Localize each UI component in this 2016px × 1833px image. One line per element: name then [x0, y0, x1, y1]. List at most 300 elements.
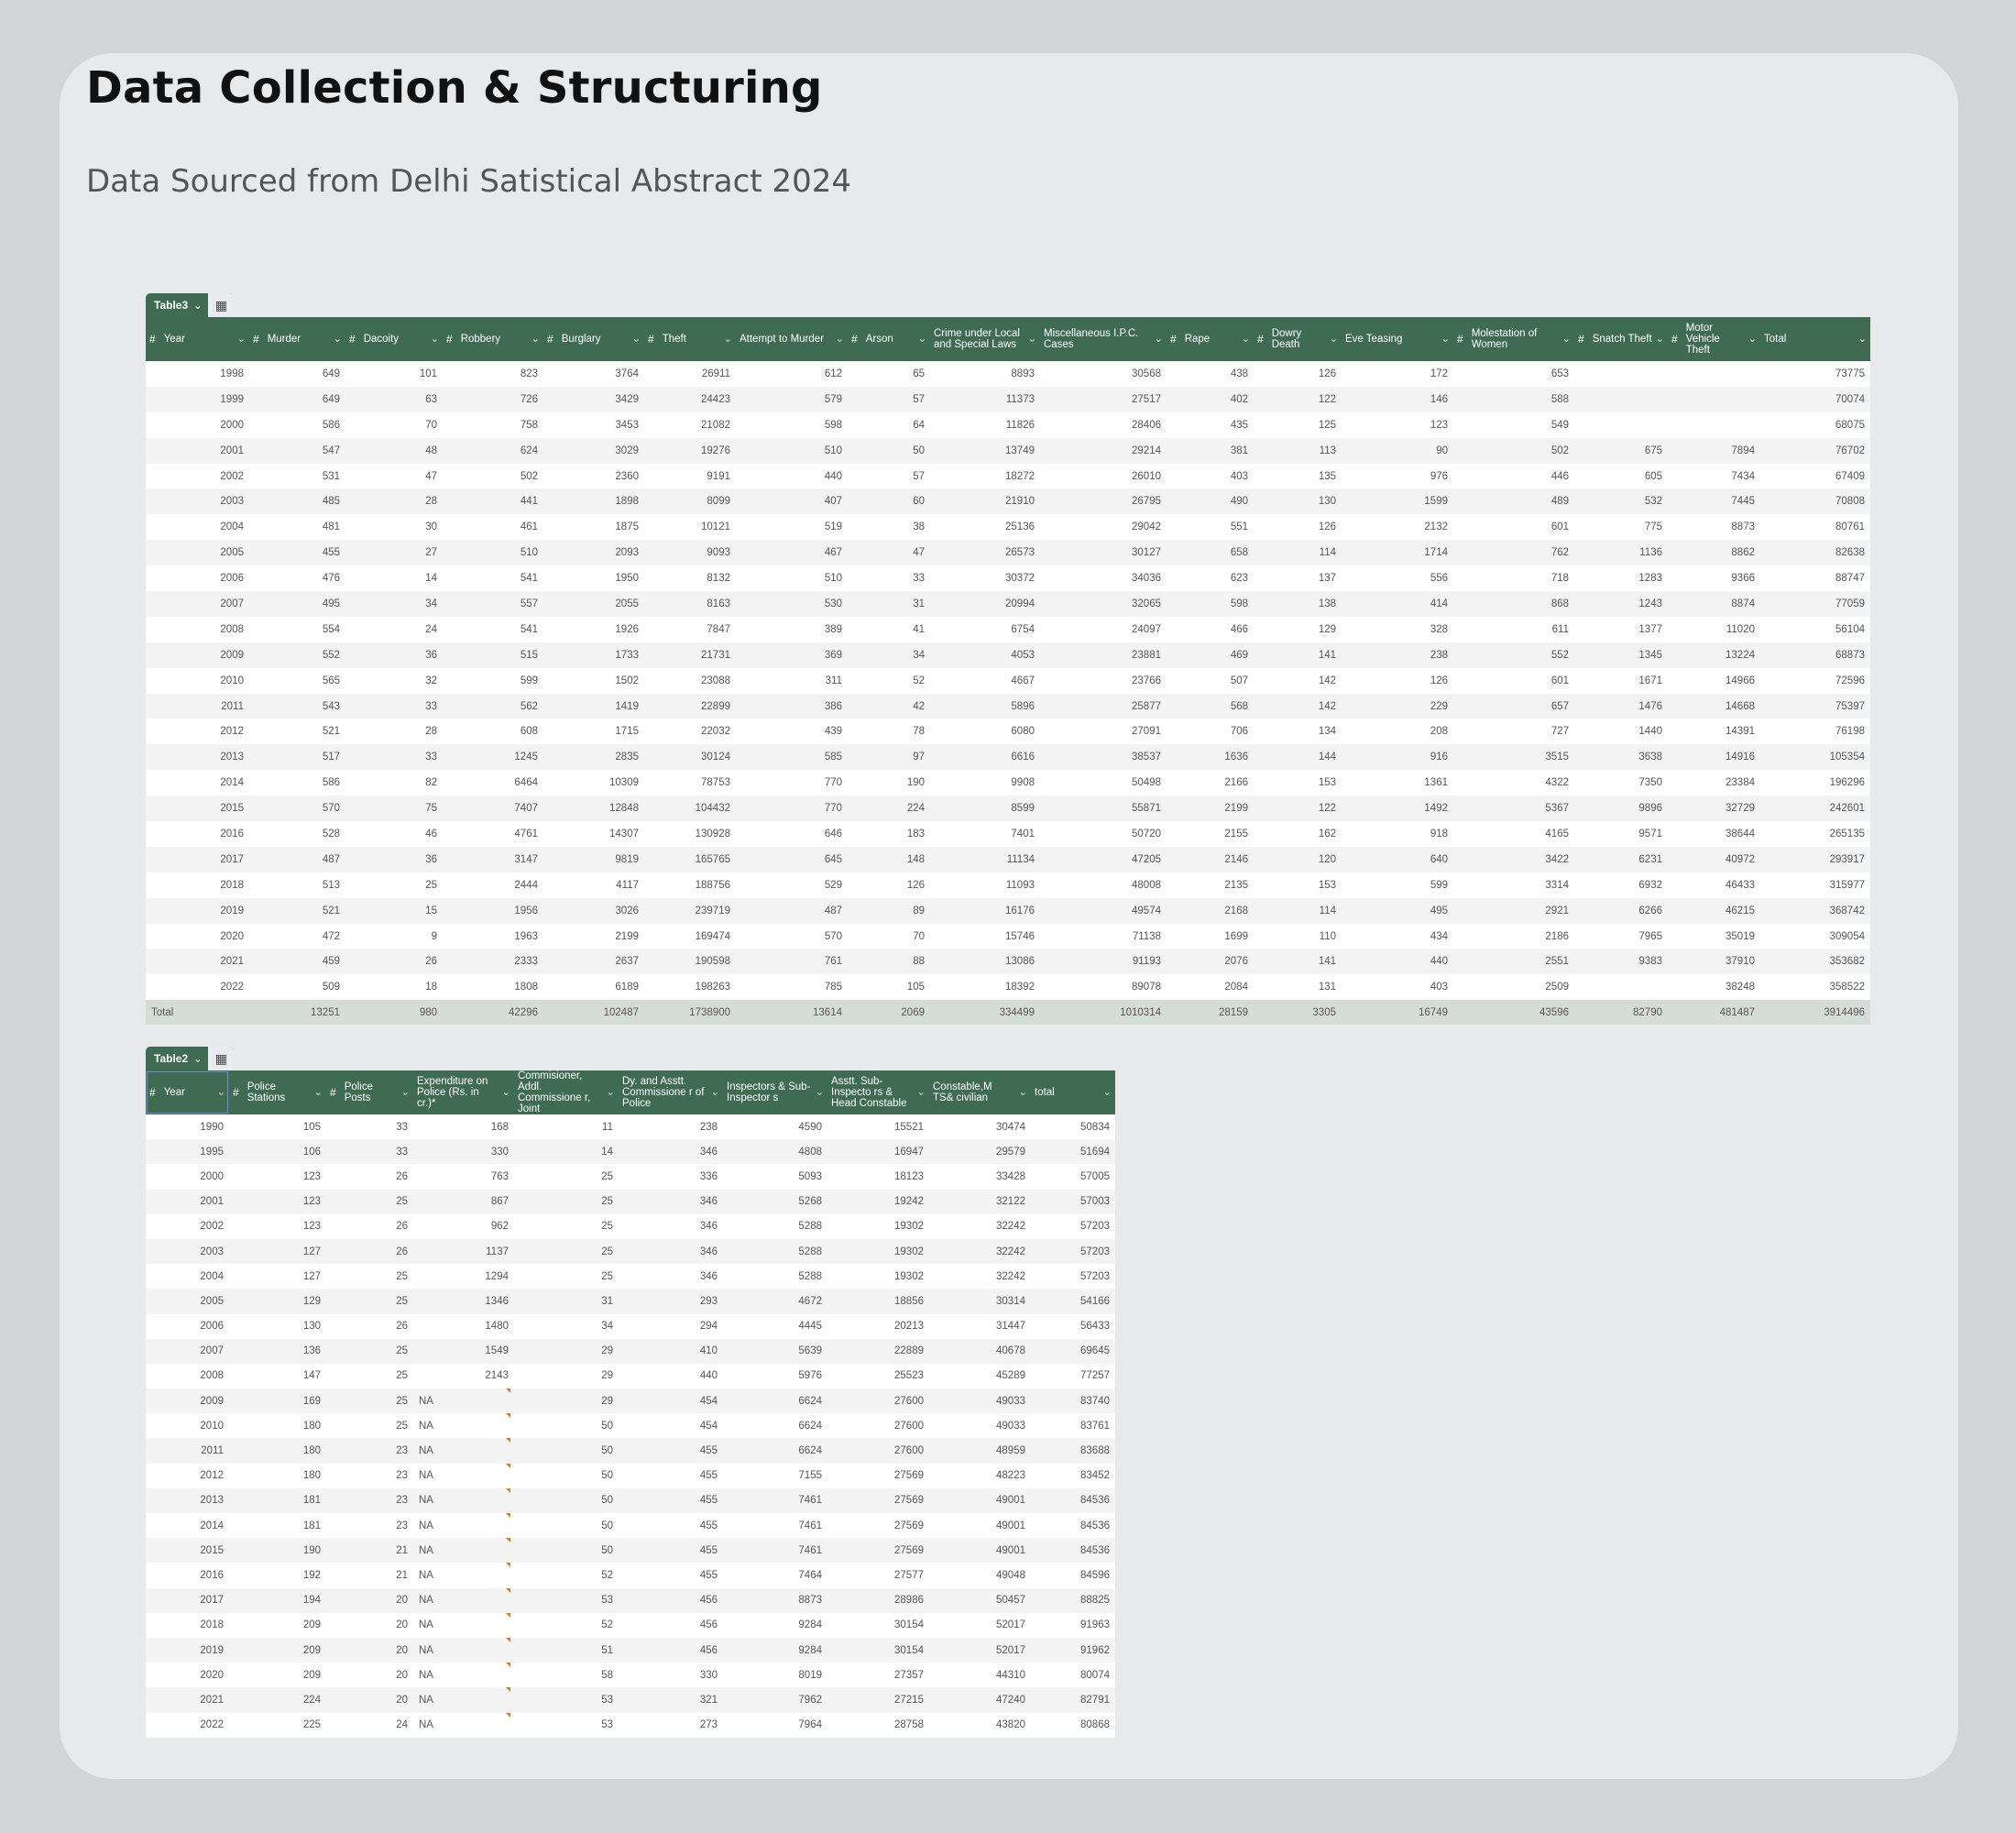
- table-cell[interactable]: 7464: [723, 1563, 827, 1587]
- table-cell[interactable]: 16176: [930, 898, 1040, 924]
- chevron-down-icon[interactable]: ⌄: [606, 1087, 615, 1098]
- table-cell[interactable]: 70074: [1760, 387, 1870, 412]
- table-cell[interactable]: 21: [326, 1538, 413, 1563]
- table-cell[interactable]: 23: [326, 1464, 413, 1488]
- table-cell[interactable]: 147: [229, 1364, 326, 1388]
- table-cell[interactable]: 30314: [929, 1289, 1031, 1313]
- table-cell[interactable]: 2003: [146, 1239, 229, 1264]
- table2-header-inspectors-sub-inspector-s[interactable]: [723, 1070, 827, 1114]
- table-cell[interactable]: 2021: [146, 949, 249, 974]
- table-cell[interactable]: 1808: [443, 974, 543, 1000]
- table-cell[interactable]: 125: [1254, 412, 1342, 438]
- table-cell[interactable]: 1715: [543, 719, 644, 744]
- table-cell[interactable]: 519: [736, 514, 848, 540]
- table-cell[interactable]: 33: [848, 565, 930, 591]
- table-cell[interactable]: 495: [1342, 898, 1453, 924]
- table-cell[interactable]: 459: [249, 949, 345, 974]
- table-cell[interactable]: 49001: [929, 1488, 1031, 1513]
- table-cell[interactable]: 26: [326, 1314, 413, 1339]
- table-cell[interactable]: 1699: [1167, 924, 1254, 949]
- table-cell[interactable]: 6080: [930, 719, 1040, 744]
- table-cell[interactable]: 144: [1254, 744, 1342, 770]
- table-cell[interactable]: 315977: [1760, 873, 1870, 898]
- table-cell[interactable]: 48: [345, 438, 443, 464]
- table-cell[interactable]: 238: [619, 1114, 723, 1139]
- table-cell[interactable]: 84536: [1031, 1513, 1115, 1538]
- table-cell[interactable]: 5367: [1453, 796, 1574, 821]
- table-cell[interactable]: 4808: [723, 1139, 827, 1164]
- table-cell[interactable]: 48008: [1040, 873, 1167, 898]
- table-cell[interactable]: 455: [619, 1438, 723, 1463]
- table-cell[interactable]: 2055: [543, 591, 644, 617]
- table-cell[interactable]: 1875: [543, 514, 644, 540]
- table-cell[interactable]: 46433: [1668, 873, 1760, 898]
- table-cell[interactable]: 162: [1254, 821, 1342, 847]
- table-cell[interactable]: 90: [1342, 438, 1453, 464]
- table-cell[interactable]: 1137: [413, 1239, 514, 1264]
- table-cell[interactable]: 10121: [644, 514, 736, 540]
- table-cell[interactable]: 2333: [443, 949, 543, 974]
- table-cell[interactable]: 346: [619, 1214, 723, 1239]
- table-cell[interactable]: 551: [1167, 514, 1254, 540]
- table-cell[interactable]: 4590: [723, 1114, 827, 1139]
- table-cell[interactable]: 25: [514, 1214, 619, 1239]
- table-cell[interactable]: 57: [848, 387, 930, 412]
- table-cell[interactable]: 1243: [1574, 591, 1668, 617]
- table3-header-dacoity[interactable]: [345, 317, 443, 361]
- chevron-down-icon[interactable]: ⌄: [1027, 334, 1036, 345]
- table-cell[interactable]: 2001: [146, 438, 249, 464]
- table-cell[interactable]: 54166: [1031, 1289, 1115, 1313]
- table-cell[interactable]: 56104: [1760, 617, 1870, 642]
- table-cell[interactable]: 435: [1167, 412, 1254, 438]
- table-cell[interactable]: 30372: [930, 565, 1040, 591]
- chevron-down-icon[interactable]: ⌄: [631, 334, 641, 345]
- table-cell[interactable]: 33: [345, 744, 443, 770]
- table-cell[interactable]: 2007: [146, 591, 249, 617]
- table-cell[interactable]: 541: [443, 565, 543, 591]
- table-cell[interactable]: 194: [229, 1588, 326, 1613]
- table-cell[interactable]: [1574, 412, 1668, 438]
- table-cell[interactable]: 2509: [1453, 974, 1574, 1000]
- table-cell[interactable]: 25: [326, 1339, 413, 1364]
- table-cell[interactable]: 89: [848, 898, 930, 924]
- table-cell[interactable]: 2551: [1453, 949, 1574, 974]
- table-cell[interactable]: 73775: [1760, 361, 1870, 387]
- table-cell[interactable]: 11: [514, 1114, 619, 1139]
- table-cell[interactable]: 2015: [146, 1538, 229, 1563]
- table-cell[interactable]: 198263: [644, 974, 736, 1000]
- table-cell[interactable]: 455: [619, 1563, 723, 1587]
- table-cell[interactable]: 22889: [827, 1339, 929, 1364]
- table-cell[interactable]: 2005: [146, 1289, 229, 1313]
- table-cell[interactable]: 83452: [1031, 1464, 1115, 1488]
- table2-header-year[interactable]: [146, 1070, 229, 1114]
- table-cell[interactable]: 1361: [1342, 770, 1453, 796]
- table-cell[interactable]: 29: [514, 1339, 619, 1364]
- table-cell[interactable]: 25: [326, 1190, 413, 1214]
- table-cell[interactable]: 14916: [1668, 744, 1760, 770]
- table-cell[interactable]: 476: [249, 565, 345, 591]
- table-cell[interactable]: 6464: [443, 770, 543, 796]
- table-cell[interactable]: 136: [229, 1339, 326, 1364]
- chevron-down-icon[interactable]: ⌄: [1241, 334, 1250, 345]
- table-cell[interactable]: 1898: [543, 488, 644, 514]
- table-cell[interactable]: 15746: [930, 924, 1040, 949]
- table-cell[interactable]: 867: [413, 1190, 514, 1214]
- table-cell[interactable]: 242601: [1760, 796, 1870, 821]
- table-cell[interactable]: 113: [1254, 438, 1342, 464]
- table-cell[interactable]: 42: [848, 694, 930, 719]
- table-cell[interactable]: 727: [1453, 719, 1574, 744]
- table-cell[interactable]: 7847: [644, 617, 736, 642]
- table2-header-constable-m-ts-civilian[interactable]: [929, 1070, 1031, 1114]
- totals-cell[interactable]: 13614: [736, 1000, 848, 1025]
- table-cell[interactable]: 1294: [413, 1264, 514, 1289]
- table-cell[interactable]: 3147: [443, 847, 543, 873]
- table-cell[interactable]: 53: [514, 1687, 619, 1712]
- table-cell[interactable]: 649: [249, 361, 345, 387]
- table-cell[interactable]: 30154: [827, 1613, 929, 1638]
- table-cell[interactable]: 6189: [543, 974, 644, 1000]
- table-cell[interactable]: 24423: [644, 387, 736, 412]
- table-cell[interactable]: 440: [1342, 949, 1453, 974]
- table-cell[interactable]: 8019: [723, 1663, 827, 1687]
- table-cell[interactable]: 645: [736, 847, 848, 873]
- table-cell[interactable]: 18272: [930, 464, 1040, 489]
- table-cell[interactable]: 4672: [723, 1289, 827, 1313]
- table3-header-eve-teasing[interactable]: [1342, 317, 1453, 361]
- table-cell[interactable]: 5896: [930, 694, 1040, 719]
- table-cell[interactable]: 33: [326, 1114, 413, 1139]
- table-cell[interactable]: NA: [413, 1563, 514, 1587]
- table-cell[interactable]: 50: [514, 1413, 619, 1438]
- table-cell[interactable]: 105354: [1760, 744, 1870, 770]
- table-cell[interactable]: 33: [345, 694, 443, 719]
- table3-header-theft[interactable]: [644, 317, 736, 361]
- table-cell[interactable]: 273: [619, 1713, 723, 1738]
- table-cell[interactable]: 2084: [1167, 974, 1254, 1000]
- table-cell[interactable]: 7965: [1574, 924, 1668, 949]
- table-cell[interactable]: 208: [1342, 719, 1453, 744]
- table-cell[interactable]: 26: [326, 1239, 413, 1264]
- table-cell[interactable]: 1377: [1574, 617, 1668, 642]
- table-cell[interactable]: 88825: [1031, 1588, 1115, 1613]
- table-cell[interactable]: 49001: [929, 1538, 1031, 1563]
- table-cell[interactable]: 414: [1342, 591, 1453, 617]
- table-cell[interactable]: 11020: [1668, 617, 1760, 642]
- table-cell[interactable]: 25523: [827, 1364, 929, 1388]
- table-cell[interactable]: 52: [514, 1563, 619, 1587]
- table-cell[interactable]: 543: [249, 694, 345, 719]
- table-cell[interactable]: 5288: [723, 1264, 827, 1289]
- table3-header-burglary[interactable]: [543, 317, 644, 361]
- table-cell[interactable]: 11093: [930, 873, 1040, 898]
- table-cell[interactable]: 29042: [1040, 514, 1167, 540]
- table-cell[interactable]: 6616: [930, 744, 1040, 770]
- table-cell[interactable]: 20: [326, 1638, 413, 1663]
- table-cell[interactable]: 2444: [443, 873, 543, 898]
- table-cell[interactable]: 6624: [723, 1413, 827, 1438]
- table-cell[interactable]: 675: [1574, 438, 1668, 464]
- table-cell[interactable]: 67409: [1760, 464, 1870, 489]
- table-cell[interactable]: 2006: [146, 1314, 229, 1339]
- table-cell[interactable]: 2022: [146, 1713, 229, 1738]
- table-cell[interactable]: 402: [1167, 387, 1254, 412]
- table-cell[interactable]: 265135: [1760, 821, 1870, 847]
- table-cell[interactable]: 25136: [930, 514, 1040, 540]
- table-cell[interactable]: 726: [443, 387, 543, 412]
- table-cell[interactable]: 37910: [1668, 949, 1760, 974]
- totals-cell[interactable]: 43596: [1453, 1000, 1574, 1025]
- table-cell[interactable]: 4761: [443, 821, 543, 847]
- table-cell[interactable]: 13224: [1668, 642, 1760, 668]
- table-cell[interactable]: 2017: [146, 847, 249, 873]
- table-cell[interactable]: 180: [229, 1413, 326, 1438]
- table-cell[interactable]: 2146: [1167, 847, 1254, 873]
- table3-tab[interactable]: [146, 293, 234, 317]
- table2-header-dy-and-asstt-commissione-r-of-police[interactable]: [619, 1070, 723, 1114]
- table-cell[interactable]: 2000: [146, 412, 249, 438]
- table-cell[interactable]: 20: [326, 1588, 413, 1613]
- table-cell[interactable]: 80074: [1031, 1663, 1115, 1687]
- table-cell[interactable]: 6231: [1574, 847, 1668, 873]
- table-cell[interactable]: 32729: [1668, 796, 1760, 821]
- totals-cell[interactable]: 28159: [1167, 1000, 1254, 1025]
- table-cell[interactable]: 142: [1254, 668, 1342, 694]
- table-cell[interactable]: 28: [345, 488, 443, 514]
- table-cell[interactable]: 346: [619, 1190, 723, 1214]
- table-cell[interactable]: 52: [848, 668, 930, 694]
- table-cell[interactable]: 129: [229, 1289, 326, 1313]
- table-cell[interactable]: 454: [619, 1388, 723, 1413]
- table-cell[interactable]: 7894: [1668, 438, 1760, 464]
- table-cell[interactable]: 507: [1167, 668, 1254, 694]
- table-cell[interactable]: 76702: [1760, 438, 1870, 464]
- totals-cell[interactable]: 481487: [1668, 1000, 1760, 1025]
- table-cell[interactable]: 77257: [1031, 1364, 1115, 1388]
- table-cell[interactable]: 45289: [929, 1364, 1031, 1388]
- table-cell[interactable]: 80761: [1760, 514, 1870, 540]
- table-cell[interactable]: 27577: [827, 1563, 929, 1587]
- table2-header-asstt-sub-inspecto-rs-head-constable[interactable]: [827, 1070, 929, 1114]
- table2-chevron-down-icon[interactable]: ⌄: [193, 1053, 203, 1065]
- table-cell[interactable]: 3314: [1453, 873, 1574, 898]
- table-cell[interactable]: 21082: [644, 412, 736, 438]
- table-cell[interactable]: 70808: [1760, 488, 1870, 514]
- table-cell[interactable]: 153: [1254, 873, 1342, 898]
- table-cell[interactable]: 9896: [1574, 796, 1668, 821]
- table-cell[interactable]: 14668: [1668, 694, 1760, 719]
- table-cell[interactable]: 7407: [443, 796, 543, 821]
- table-cell[interactable]: 515: [443, 642, 543, 668]
- table2-header-total[interactable]: [1031, 1070, 1115, 1114]
- table-cell[interactable]: 63: [345, 387, 443, 412]
- table-cell[interactable]: 20: [326, 1663, 413, 1687]
- chevron-down-icon[interactable]: ⌄: [236, 334, 246, 345]
- table-cell[interactable]: 68075: [1760, 412, 1870, 438]
- table-cell[interactable]: 9571: [1574, 821, 1668, 847]
- table-cell[interactable]: 49048: [929, 1563, 1031, 1587]
- table-cell[interactable]: 20213: [827, 1314, 929, 1339]
- table-cell[interactable]: 29: [514, 1364, 619, 1388]
- table-cell[interactable]: 4053: [930, 642, 1040, 668]
- chevron-down-icon[interactable]: ⌄: [916, 1087, 926, 1098]
- table-cell[interactable]: NA: [413, 1538, 514, 1563]
- table-cell[interactable]: 11373: [930, 387, 1040, 412]
- table-cell[interactable]: 75: [345, 796, 443, 821]
- table-cell[interactable]: 24: [345, 617, 443, 642]
- table-cell[interactable]: 89078: [1040, 974, 1167, 1000]
- table-cell[interactable]: 605: [1574, 464, 1668, 489]
- table-cell[interactable]: 1492: [1342, 796, 1453, 821]
- table-cell[interactable]: 49001: [929, 1513, 1031, 1538]
- table-cell[interactable]: 75397: [1760, 694, 1870, 719]
- totals-cell[interactable]: 3914496: [1760, 1000, 1870, 1025]
- table-cell[interactable]: 9908: [930, 770, 1040, 796]
- table-cell[interactable]: 2017: [146, 1588, 229, 1613]
- table-cell[interactable]: 47205: [1040, 847, 1167, 873]
- table-cell[interactable]: 32242: [929, 1264, 1031, 1289]
- table-cell[interactable]: 9093: [644, 540, 736, 565]
- table-cell[interactable]: 552: [249, 642, 345, 668]
- table3-chevron-down-icon[interactable]: ⌄: [193, 300, 203, 312]
- table-cell[interactable]: 225: [229, 1713, 326, 1738]
- table-cell[interactable]: 114: [1254, 898, 1342, 924]
- table-cell[interactable]: 611: [1453, 617, 1574, 642]
- table-cell[interactable]: 18: [345, 974, 443, 1000]
- table-cell[interactable]: 2076: [1167, 949, 1254, 974]
- table-cell[interactable]: 23088: [644, 668, 736, 694]
- table-cell[interactable]: 34036: [1040, 565, 1167, 591]
- table-cell[interactable]: 311: [736, 668, 848, 694]
- chevron-down-icon[interactable]: ⌄: [1561, 334, 1571, 345]
- table-cell[interactable]: 1714: [1342, 540, 1453, 565]
- table-cell[interactable]: 565: [249, 668, 345, 694]
- table-cell[interactable]: 706: [1167, 719, 1254, 744]
- table-cell[interactable]: 455: [619, 1464, 723, 1488]
- table-cell[interactable]: 84536: [1031, 1538, 1115, 1563]
- table-cell[interactable]: 34: [345, 591, 443, 617]
- table-cell[interactable]: 114: [1254, 540, 1342, 565]
- table2-header-commisioner-addl-commissione-r-joint[interactable]: [514, 1070, 619, 1114]
- table-cell[interactable]: 456: [619, 1588, 723, 1613]
- table-cell[interactable]: 82: [345, 770, 443, 796]
- table-cell[interactable]: 25: [326, 1264, 413, 1289]
- table-cell[interactable]: 2093: [543, 540, 644, 565]
- table-cell[interactable]: 25: [514, 1264, 619, 1289]
- table-cell[interactable]: 658: [1167, 540, 1254, 565]
- table-cell[interactable]: 15521: [827, 1114, 929, 1139]
- table-cell[interactable]: 2020: [146, 924, 249, 949]
- table-cell[interactable]: 135: [1254, 464, 1342, 489]
- table-cell[interactable]: 502: [1453, 438, 1574, 464]
- table-cell[interactable]: 346: [619, 1139, 723, 1164]
- table-cell[interactable]: 196296: [1760, 770, 1870, 796]
- table-cell[interactable]: 440: [619, 1364, 723, 1388]
- table-cell[interactable]: 2010: [146, 1413, 229, 1438]
- table-cell[interactable]: 20: [326, 1687, 413, 1712]
- table-cell[interactable]: 46215: [1668, 898, 1760, 924]
- table-cell[interactable]: 976: [1342, 464, 1453, 489]
- table-cell[interactable]: 1283: [1574, 565, 1668, 591]
- table-cell[interactable]: 456: [619, 1613, 723, 1638]
- table-cell[interactable]: 52017: [929, 1638, 1031, 1663]
- table-cell[interactable]: 33: [326, 1139, 413, 1164]
- table-cell[interactable]: 612: [736, 361, 848, 387]
- chevron-down-icon[interactable]: ⌄: [313, 1087, 323, 1098]
- table-cell[interactable]: 7461: [723, 1513, 827, 1538]
- table-cell[interactable]: 13749: [930, 438, 1040, 464]
- table-cell[interactable]: 346: [619, 1239, 723, 1264]
- table-cell[interactable]: 52017: [929, 1613, 1031, 1638]
- table-cell[interactable]: 434: [1342, 924, 1453, 949]
- table-cell[interactable]: 138: [1254, 591, 1342, 617]
- table-cell[interactable]: 5288: [723, 1239, 827, 1264]
- table-cell[interactable]: 916: [1342, 744, 1453, 770]
- table-cell[interactable]: 2018: [146, 873, 249, 898]
- table-cell[interactable]: 403: [1167, 464, 1254, 489]
- table-cell[interactable]: 27600: [827, 1388, 929, 1413]
- table-cell[interactable]: 104432: [644, 796, 736, 821]
- table-cell[interactable]: 25: [326, 1413, 413, 1438]
- totals-cell[interactable]: 980: [345, 1000, 443, 1025]
- table-cell[interactable]: 7461: [723, 1538, 827, 1563]
- table-cell[interactable]: 15: [345, 898, 443, 924]
- chevron-down-icon[interactable]: ⌄: [1748, 334, 1757, 345]
- table-cell[interactable]: 25877: [1040, 694, 1167, 719]
- table-cell[interactable]: 172: [1342, 361, 1453, 387]
- totals-label[interactable]: Total: [146, 1000, 249, 1025]
- table-cell[interactable]: 585: [736, 744, 848, 770]
- table-cell[interactable]: 27569: [827, 1513, 929, 1538]
- table-cell[interactable]: 57003: [1031, 1190, 1115, 1214]
- table-cell[interactable]: 180: [229, 1464, 326, 1488]
- table-cell[interactable]: 23: [326, 1438, 413, 1463]
- table-cell[interactable]: 1733: [543, 642, 644, 668]
- table-cell[interactable]: NA: [413, 1588, 514, 1613]
- table3-header-total[interactable]: [1760, 317, 1870, 361]
- table-cell[interactable]: [1574, 387, 1668, 412]
- table-cell[interactable]: 8873: [1668, 514, 1760, 540]
- table-cell[interactable]: 1950: [543, 565, 644, 591]
- table-cell[interactable]: 5976: [723, 1364, 827, 1388]
- table-cell[interactable]: 8099: [644, 488, 736, 514]
- table-cell[interactable]: 588: [1453, 387, 1574, 412]
- table-cell[interactable]: 2016: [146, 1563, 229, 1587]
- table-cell[interactable]: 7155: [723, 1464, 827, 1488]
- table-cell[interactable]: 16947: [827, 1139, 929, 1164]
- table-cell[interactable]: 446: [1453, 464, 1574, 489]
- table-cell[interactable]: 50: [514, 1464, 619, 1488]
- table-cell[interactable]: 410: [619, 1339, 723, 1364]
- table-cell[interactable]: 785: [736, 974, 848, 1000]
- table-cell[interactable]: 601: [1453, 514, 1574, 540]
- table-cell[interactable]: 472: [249, 924, 345, 949]
- table-cell[interactable]: 141: [1254, 642, 1342, 668]
- table-cell[interactable]: 137: [1254, 565, 1342, 591]
- table-cell[interactable]: 330: [619, 1663, 723, 1687]
- chevron-down-icon[interactable]: ⌄: [815, 1087, 824, 1098]
- table-cell[interactable]: 2015: [146, 796, 249, 821]
- table-cell[interactable]: 27357: [827, 1663, 929, 1687]
- table-cell[interactable]: 26573: [930, 540, 1040, 565]
- table-cell[interactable]: 14966: [1668, 668, 1760, 694]
- table-cell[interactable]: 19276: [644, 438, 736, 464]
- table-cell[interactable]: 554: [249, 617, 345, 642]
- table-cell[interactable]: 2005: [146, 540, 249, 565]
- table-cell[interactable]: 2007: [146, 1339, 229, 1364]
